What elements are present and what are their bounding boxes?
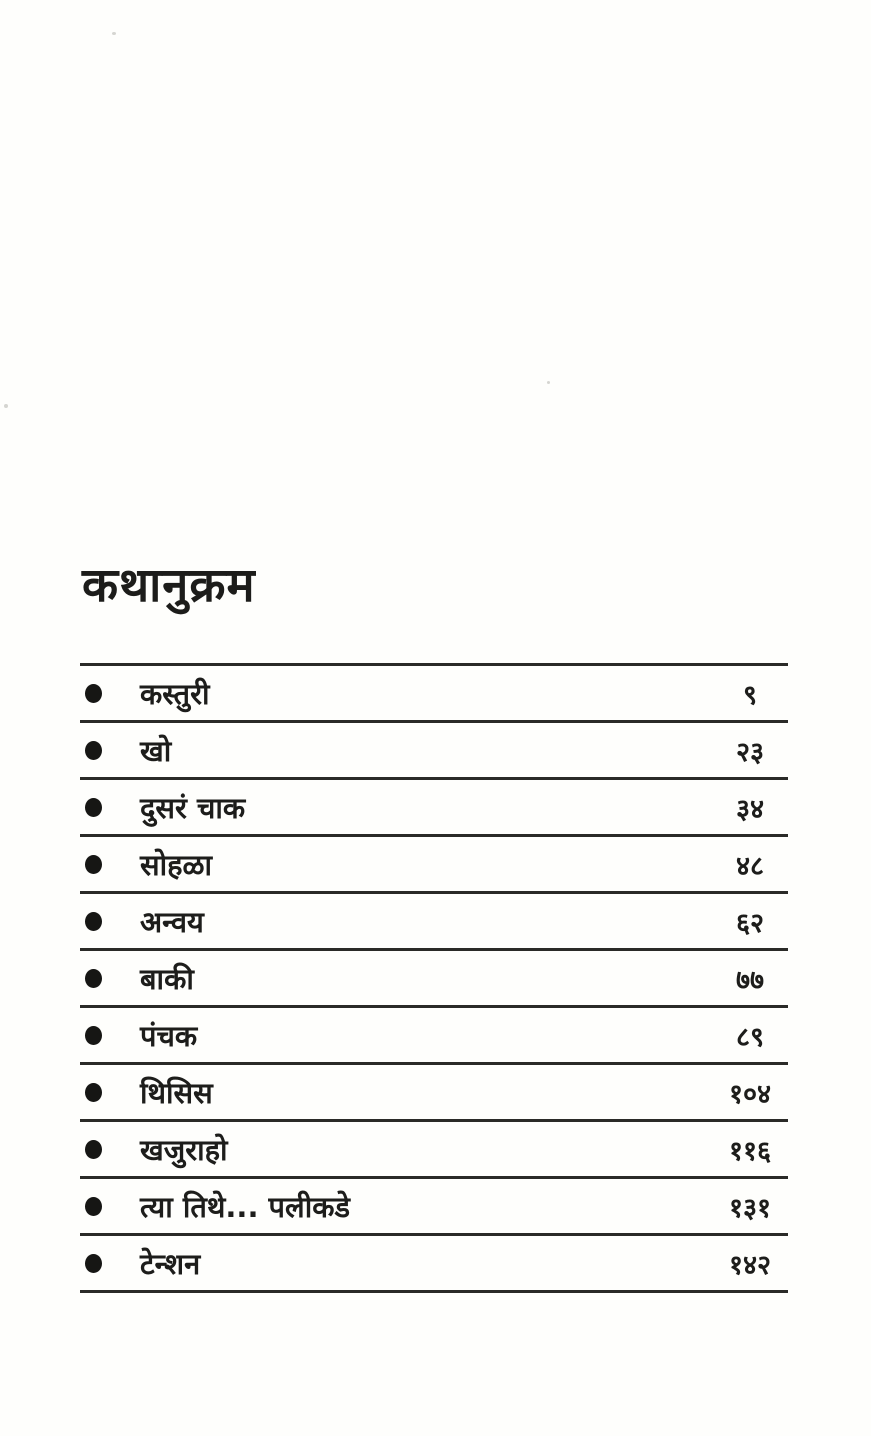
page-number: २३ [735,736,765,768]
bullet-icon [85,855,102,874]
page-number: १०४ [728,1078,772,1110]
toc-row [80,777,788,834]
toc-row [80,663,788,720]
story-title: खो [140,733,172,768]
story-title: दुसरं चाक [140,790,246,825]
toc-row [80,891,788,948]
bullet-icon [85,684,102,703]
scan-speck [547,381,550,384]
page-number: ७७ [735,964,765,996]
story-title: कस्तुरी [140,676,210,711]
story-title: त्या तिथे... पलीकडे [140,1189,350,1224]
scan-speck [4,404,8,408]
bullet-icon [85,1140,102,1159]
toc-row [80,834,788,891]
story-title: टेन्शन [140,1246,201,1281]
bullet-icon [85,741,102,760]
bullet-icon [85,1083,102,1102]
story-title: पंचक [140,1018,198,1053]
bullet-icon [85,1254,102,1273]
toc-row [80,720,788,777]
story-title: बाकी [140,961,194,996]
story-title: खजुराहो [140,1132,228,1167]
toc-row [80,1005,788,1062]
bullet-icon [85,912,102,931]
page-number: १४२ [728,1249,772,1281]
story-title: सोहळा [140,847,213,882]
bullet-icon [85,1197,102,1216]
toc-row [80,948,788,1005]
page-number: ४८ [735,850,765,882]
page-number: ६२ [735,907,765,939]
page-number: १३१ [728,1192,772,1224]
toc-table [80,663,788,1293]
toc-row [80,1119,788,1176]
story-title: अन्वय [140,904,204,939]
toc-row [80,1062,788,1119]
story-title: थिसिस [140,1075,213,1110]
toc-row [80,1176,788,1233]
page-number: ९ [742,679,758,711]
page-number: ११६ [728,1135,772,1167]
toc-row [80,1233,788,1290]
bullet-icon [85,798,102,817]
page-title: कथानुक्रम [82,558,256,614]
scan-speck [112,32,116,35]
bullet-icon [85,969,102,988]
page-number: ३४ [735,793,765,825]
page-number: ८९ [735,1021,765,1053]
bullet-icon [85,1026,102,1045]
